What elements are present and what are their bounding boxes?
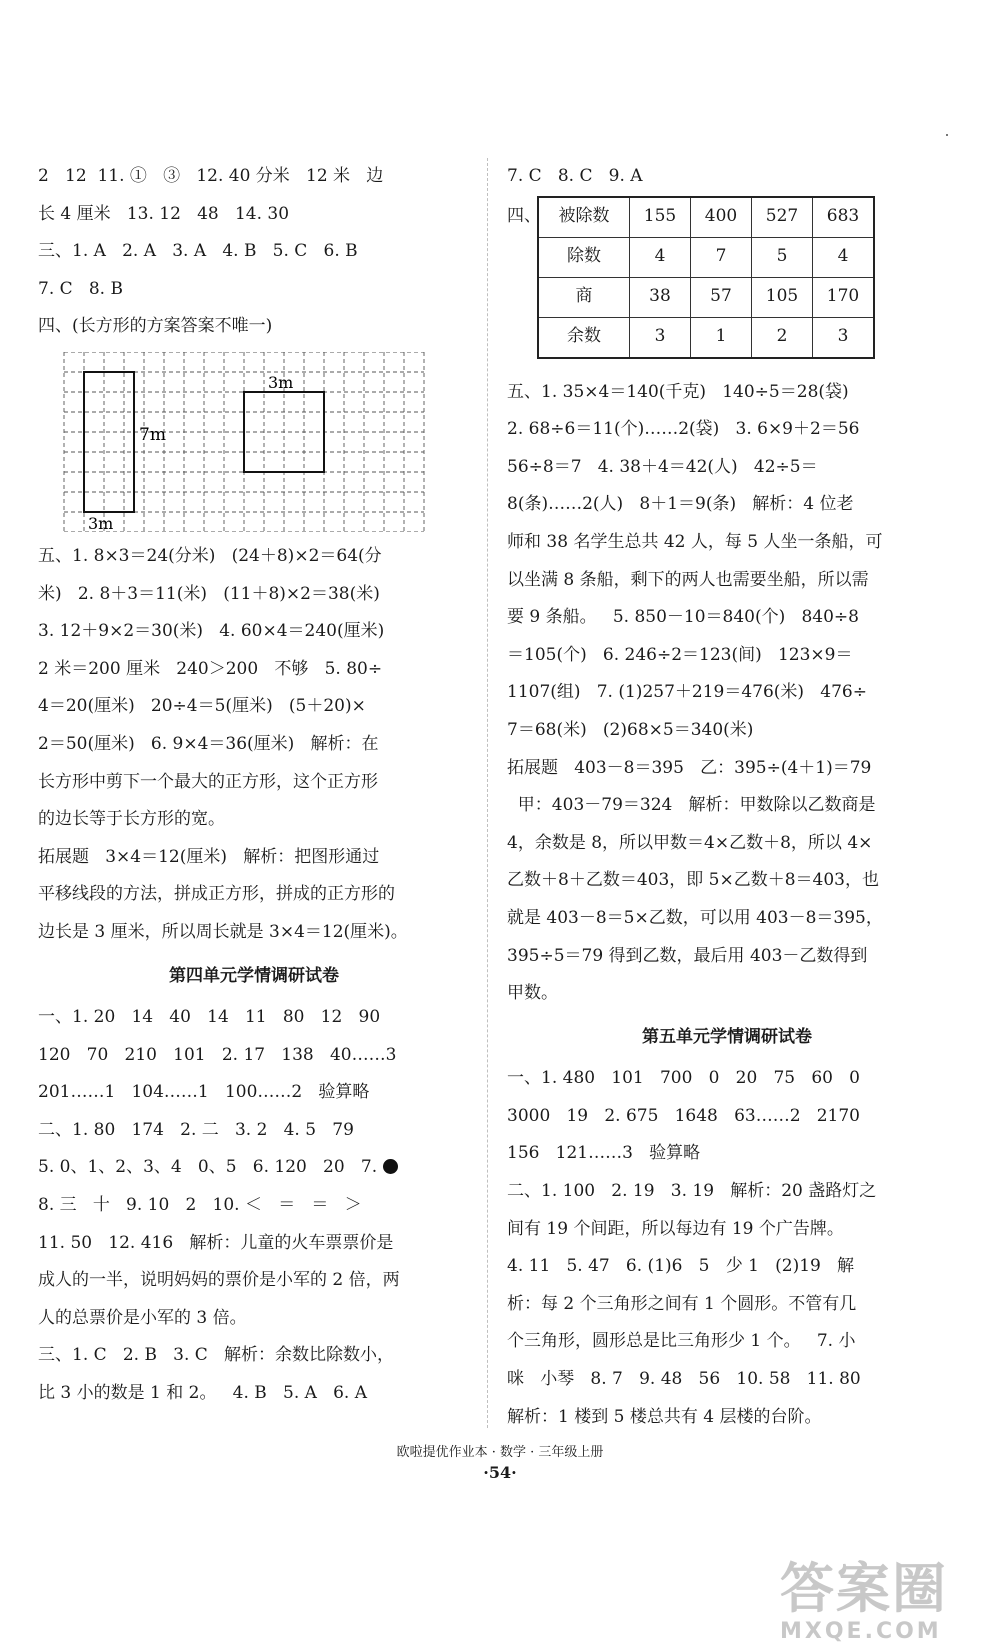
- answer-line: 米) 2. 8＋3＝11(米) (11＋8)×2＝38(米): [38, 583, 380, 604]
- answer-line: 4. 11 5. 47 6. (1)6 5 少 1 (2)19 解: [507, 1256, 855, 1277]
- answer-line: 201……1 104……1 100……2 验算略: [38, 1082, 370, 1103]
- book-title: 欧啦提优作业本 · 数学 · 三年级上册: [396, 1445, 604, 1460]
- answer-line: 拓展题 403－8＝395 乙：395÷(4＋1)＝79: [507, 757, 872, 778]
- division-table-block: [507, 196, 947, 374]
- table-cell: 2: [752, 317, 813, 358]
- table-cell: 400: [691, 197, 752, 238]
- unit4-heading: 第四单元学情调研试卷: [169, 965, 339, 986]
- answer-line: 比 3 小的数是 1 和 2。 4. B 5. A 6. A: [38, 1383, 368, 1404]
- row-header: 被除数: [538, 197, 630, 238]
- answer-line: 四、(长方形的方案答案不唯一): [38, 316, 273, 337]
- answer-line: 8(条)……2(人) 8＋1＝9(条) 解析：4 位老: [507, 494, 854, 515]
- answer-line: 一、1. 20 14 40 14 11 80 12 90: [38, 1007, 381, 1028]
- table-row: [538, 237, 874, 277]
- answer-line: 7＝68(米) (2)68×5＝340(米): [507, 719, 754, 740]
- answer-line: 156 121……3 验算略: [507, 1143, 701, 1164]
- table-cell: 5: [752, 237, 813, 277]
- division-table: [537, 196, 875, 359]
- answer-line: 一、1. 480 101 700 0 20 75 60 0: [507, 1068, 860, 1089]
- unit5-heading: 第五单元学情调研试卷: [642, 1026, 812, 1047]
- table-row: [538, 317, 874, 358]
- table-cell: 1: [691, 317, 752, 358]
- answer-line: 边长是 3 厘米，所以周长就是 3×4＝12(厘米)。: [38, 921, 408, 942]
- watermark-url: MXQE.COM: [780, 1619, 942, 1644]
- row-header: 商: [538, 277, 630, 317]
- answer-line: 人的总票价是小军的 3 倍。: [38, 1307, 247, 1328]
- answer-line: 3000 19 2. 675 1648 63……2 2170: [507, 1105, 860, 1126]
- row-header: 除数: [538, 237, 630, 277]
- table-cell: 683: [813, 197, 875, 238]
- rect-width-label: 3m: [88, 513, 114, 532]
- answer-line: 5. 0、1、2、3、4 0、5 6. 120 20 7.: [38, 1149, 470, 1187]
- answer-line: 三、1. C 2. B 3. C 解析：余数比除数小，: [38, 1345, 395, 1366]
- answer-line: 师和 38 名学生总共 42 人，每 5 人坐一条船，可: [507, 531, 883, 552]
- answer-line: 五、1. 8×3＝24(分米) (24＋8)×2＝64(分: [38, 545, 382, 566]
- answer-line: 以坐满 8 条船，剩下的两人也需要坐船，所以需: [507, 569, 869, 590]
- answer-line: 2 米＝200 厘米 240＞200 不够 5. 80÷: [38, 658, 383, 679]
- square-side-label: 3m: [268, 372, 294, 392]
- table-row: [538, 277, 874, 317]
- table-cell: 3: [630, 317, 691, 358]
- answer-line: 395÷5＝79 得到乙数，最后用 403－乙数得到: [507, 945, 868, 966]
- answer-line: 11. 50 12. 416 解析：儿童的火车票票价是: [38, 1232, 394, 1253]
- answer-line: ＝105(个) 6. 246÷2＝123(间) 123×9＝: [507, 644, 853, 665]
- row-header: 余数: [538, 317, 630, 358]
- answer-line: 乙数＋8＋乙数＝403，即 5×乙数＋8＝403，也: [507, 870, 879, 891]
- answer-line: 8. 三 十 9. 10 2 10. ＜ ＝ ＝ ＞: [38, 1195, 362, 1216]
- page-number: ·54·: [483, 1463, 517, 1482]
- answer-line: 1107(组) 7. (1)257＋219＝476(米) 476÷: [507, 682, 867, 703]
- table-cell: 155: [630, 197, 691, 238]
- answer-line: 2. 68÷6＝11(个)……2(袋) 3. 6×9＋2＝56: [507, 419, 860, 440]
- answer-line: 长方形中剪下一个最大的正方形，这个正方形: [38, 771, 378, 792]
- left-column: [38, 158, 470, 1413]
- answer-line: 7. C 8. B: [38, 278, 123, 299]
- answer-line: 4，余数是 8，所以甲数＝4×乙数＋8，所以 4×: [507, 832, 873, 853]
- table-cell: 4: [813, 237, 875, 277]
- grid-figure: [62, 352, 442, 532]
- answer-line: 要 9 条船。 5. 850－10＝840(个) 840÷8: [507, 607, 859, 628]
- grid-diagram: [62, 352, 442, 532]
- watermark: [780, 1546, 980, 1644]
- answer-line: 二、1. 80 174 2. 二 3. 2 4. 5 79: [38, 1119, 354, 1140]
- answer-line: 间有 19 个间距，所以每边有 19 个广告牌。: [507, 1218, 844, 1239]
- answer-line: 成人的一半，说明妈妈的票价是小军的 2 倍，两: [38, 1270, 400, 1291]
- filled-circle-icon: [383, 1159, 398, 1174]
- column-divider: [487, 158, 488, 1428]
- table-cell: 7: [691, 237, 752, 277]
- answer-line: 120 70 210 101 2. 17 138 40……3: [38, 1044, 397, 1065]
- answer-line: 析：每 2 个三角形之间有 1 个圆形。不管有几: [507, 1293, 857, 1314]
- right-column: [507, 158, 947, 1436]
- page-footer: [0, 1443, 1000, 1483]
- answer-line: 7. C 8. C 9. A: [507, 166, 643, 186]
- speck: [946, 134, 948, 136]
- answer-line: 56÷8＝7 4. 38＋4＝42(人) 42÷5＝: [507, 456, 818, 477]
- answer-line: 拓展题 3×4＝12(厘米) 解析：把图形通过: [38, 846, 380, 867]
- answer-line: 3. 12＋9×2＝30(米) 4. 60×4＝240(厘米): [38, 621, 385, 642]
- answer-line: 2 12 11. ① ③ 12. 40 分米 12 米 边: [38, 166, 384, 186]
- table-cell: 57: [691, 277, 752, 317]
- table-prefix: 四、: [507, 205, 541, 226]
- answer-line: 的边长等于长方形的宽。: [38, 809, 225, 830]
- answer-line: 2＝50(厘米) 6. 9×4＝36(厘米) 解析：在: [38, 733, 379, 754]
- answer-line: 甲：403－79＝324 解析：甲数除以乙数商是: [507, 795, 876, 816]
- answer-line: 解析：1 楼到 5 楼总共有 4 层楼的台阶。: [507, 1406, 822, 1427]
- answer-line: 二、1. 100 2. 19 3. 19 解析：20 盏路灯之: [507, 1181, 877, 1202]
- rect-height-label: 7m: [139, 424, 166, 445]
- answer-line: 三、1. A 2. A 3. A 4. B 5. C 6. B: [38, 241, 358, 262]
- answer-line: 个三角形，圆形总是比三角形少 1 个。 7. 小: [507, 1331, 856, 1352]
- answer-line: 4＝20(厘米) 20÷4＝5(厘米) (5＋20)×: [38, 696, 366, 717]
- table-cell: 3: [813, 317, 875, 358]
- table-row: [538, 197, 874, 238]
- answer-line: 咪 小琴 8. 7 9. 48 56 10. 58 11. 80: [507, 1369, 861, 1390]
- answer-line: 甲数。: [507, 983, 558, 1004]
- table-cell: 105: [752, 277, 813, 317]
- answer-line: 五、1. 35×4＝140(千克) 140÷5＝28(袋): [507, 381, 849, 402]
- table-cell: 527: [752, 197, 813, 238]
- table-cell: 170: [813, 277, 875, 317]
- answer-line: 长 4 厘米 13. 12 48 14. 30: [38, 203, 290, 224]
- rectangle-shape: [84, 372, 134, 512]
- table-cell: 4: [630, 237, 691, 277]
- answer-line: 就是 403－8＝5×乙数，可以用 403－8＝395，: [507, 907, 883, 928]
- table-cell: 38: [630, 277, 691, 317]
- watermark-text: 答案圈: [780, 1557, 948, 1620]
- answer-line: 平移线段的方法，拼成正方形，拼成的正方形的: [38, 884, 395, 905]
